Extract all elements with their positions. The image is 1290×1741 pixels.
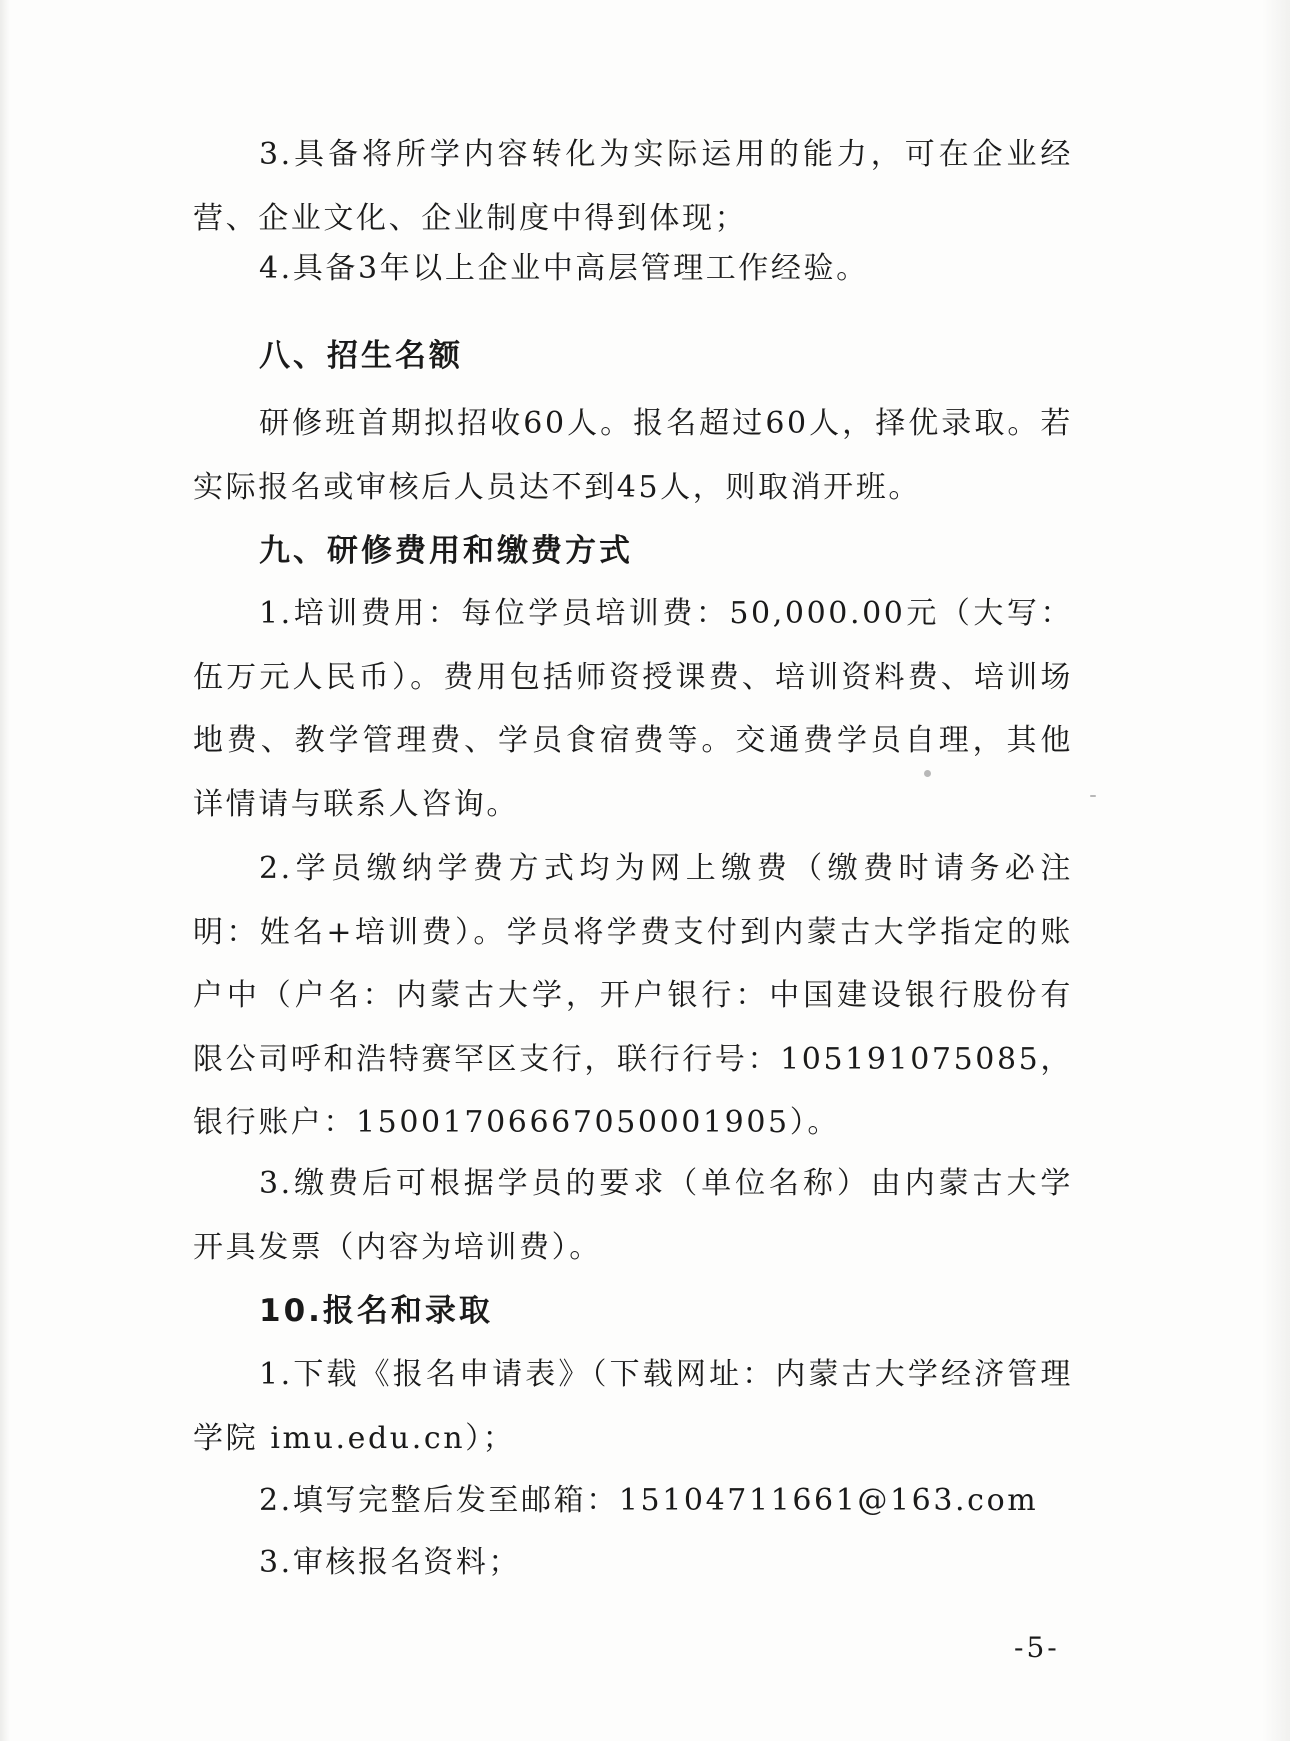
paragraph-registration-2: 2.填写完整后发至邮箱：15104711661@163.com xyxy=(259,1483,1039,1518)
heading-enrollment-quota: 八、招生名额 xyxy=(259,338,463,374)
heading-registration-admission: 10.报名和录取 xyxy=(259,1293,493,1329)
scan-edge-right xyxy=(1262,0,1290,1741)
page-number: -5- xyxy=(1014,1631,1060,1664)
paragraph-requirement-4: 4.具备3年以上企业中高层管理工作经验。 xyxy=(259,251,869,286)
scan-edge-left xyxy=(0,0,10,1741)
scan-speck xyxy=(924,770,931,777)
paragraph-registration-3: 3.审核报名资料； xyxy=(259,1545,522,1580)
paragraph-enrollment-quota: 研修班首期拟招收60人。报名超过60人，择优录取。若实际报名或审核后人员达不到45人，则取消开班。 xyxy=(193,406,1073,505)
paragraph-registration-1: 1.下载《报名申请表》（下载网址：内蒙古大学经济管理学院 imu.edu.cn）； xyxy=(193,1357,1073,1456)
heading-fees-and-payment: 九、研修费用和缴费方式 xyxy=(259,533,633,569)
paragraph-fee-3: 3.缴费后可根据学员的要求（单位名称）由内蒙古大学开具发票（内容为培训费）。 xyxy=(193,1166,1073,1265)
paragraph-fee-1: 1.培训费用：每位学员培训费：50,000.00元（大写：伍万元人民币）。费用包括师资授课费、培训资料费、培训场地费、教学管理费、学员食宿费等。交通费学员自理，其他详情请与联系人咨询。 xyxy=(193,596,1073,822)
paragraph-requirement-3: 3.具备将所学内容转化为实际运用的能力，可在企业经营、企业文化、企业制度中得到体现； xyxy=(193,137,1073,236)
scan-speck xyxy=(1090,795,1096,797)
paragraph-fee-2: 2.学员缴纳学费方式均为网上缴费（缴费时请务必注明：姓名+培训费）。学员将学费支付到内蒙古大学指定的账户中（户名：内蒙古大学，开户银行：中国建设银行股份有限公司呼和浩特赛罕区支行，联行行号：105191075085，银行账户：15001706667050001905）。 xyxy=(193,851,1073,1140)
